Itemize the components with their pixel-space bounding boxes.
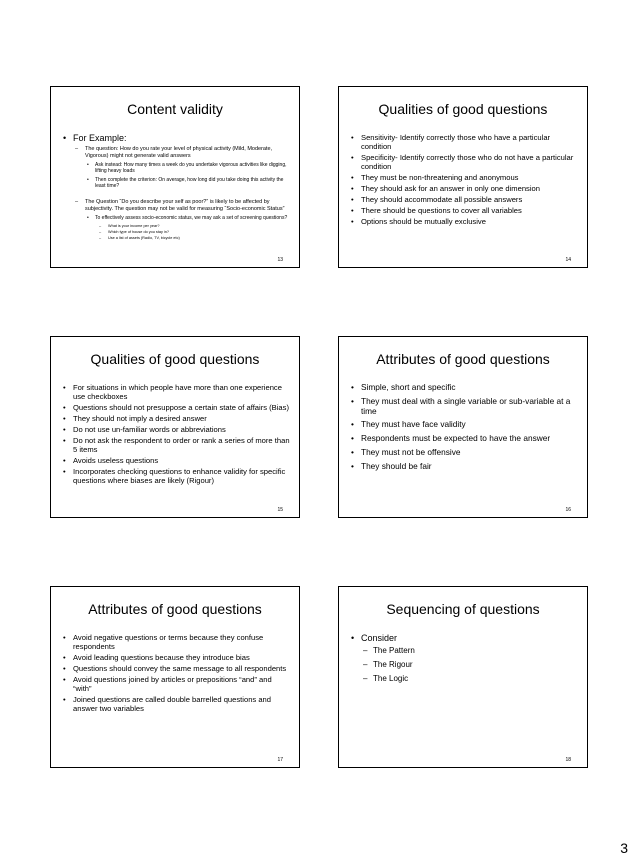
- slide-title: Qualities of good questions: [378, 101, 548, 117]
- sub-sub-bullet: • Ask instead: How many times a week do you undertake vigorous activities like digging, lifting heavy loads: [87, 162, 291, 174]
- slide-number: 14: [565, 257, 571, 263]
- sub-bullet: – The question: How do you rate your level of physical activity (Mild, Moderate, Vigorous) might not generate valid answers: [75, 146, 291, 159]
- bullet: • They must not be offensive: [351, 448, 579, 458]
- slide-16: [338, 336, 588, 518]
- slide-17: [50, 586, 300, 768]
- slide-content: [63, 633, 291, 715]
- slide-title: Attributes of good questions: [88, 601, 262, 617]
- slide-title: Qualities of good questions: [90, 351, 260, 367]
- bullet: • They must be non-threatening and anonymous: [351, 173, 579, 182]
- slide-title: Attributes of good questions: [376, 351, 550, 367]
- slide-title: Sequencing of questions: [386, 601, 540, 617]
- sub-sub-bullet: • Then complete the criterion: On average, how long did you take doing this activity the least time?: [87, 177, 291, 189]
- bullet: • Avoids useless questions: [63, 456, 291, 465]
- bullet: • Specificity- Identify correctly those who do not have a particular condition: [351, 153, 579, 171]
- level4-bullet: – Which type of house do you stay in?: [99, 230, 291, 235]
- bullet: • Options should be mutually exclusive: [351, 217, 579, 226]
- bullet: • Joined questions are called double barrelled questions and answer two variables: [63, 695, 291, 713]
- bullet: • They must deal with a single variable or sub-variable at a time: [351, 397, 579, 417]
- bullet: • For situations in which people have more than one experience use checkboxes: [63, 383, 291, 401]
- slide-content: [351, 633, 579, 688]
- slide-13: [50, 86, 300, 268]
- bullet: • They should accommodate all possible answers: [351, 195, 579, 204]
- bullet: • Do not use un-familiar words or abbreviations: [63, 425, 291, 434]
- slide-15: [50, 336, 300, 518]
- sub-bullet: – The Rigour: [363, 660, 579, 670]
- slide-content: [63, 133, 291, 247]
- sub-bullet: – The Question “Do you describe your self as poor?” is likely to be affected by subjectivity. The question may not be valid for measuring “Socio-economic Status”: [75, 199, 291, 212]
- bullet: • Avoid questions joined by articles or prepositions “and” and “with”: [63, 675, 291, 693]
- slide-18: [338, 586, 588, 768]
- slide-title: Content validity: [127, 101, 223, 117]
- bullet: • They must have face validity: [351, 420, 579, 430]
- sub-bullet: – The Pattern: [363, 646, 579, 656]
- slide-14: [338, 86, 588, 268]
- slide-number: 17: [277, 757, 283, 763]
- bullet: • Questions should convey the same message to all respondents: [63, 664, 291, 673]
- slide-number: 15: [277, 507, 283, 513]
- bullet: • Consider: [351, 633, 579, 644]
- bullet: • Respondents must be expected to have the answer: [351, 434, 579, 444]
- sub-sub-bullet: • To effectively assess socio-economic status, we may ask a set of screening questions?: [87, 215, 291, 221]
- bullet: • Do not ask the respondent to order or rank a series of more than 5 items: [63, 436, 291, 454]
- page-number: 3: [620, 840, 628, 856]
- bullet: • For Example:: [63, 133, 291, 143]
- bullet: • Sensitivity- Identify correctly those who have a particular condition: [351, 133, 579, 151]
- slide-content: [351, 383, 579, 476]
- slide-number: 13: [277, 257, 283, 263]
- level4-bullet: – What is your income per year?: [99, 224, 291, 229]
- bullet: • There should be questions to cover all variables: [351, 206, 579, 215]
- slide-content: [351, 133, 579, 228]
- bullet: • They should not imply a desired answer: [63, 414, 291, 423]
- slide-number: 16: [565, 507, 571, 513]
- bullet: • Incorporates checking questions to enhance validity for specific questions where biases are likely (Rigour): [63, 467, 291, 485]
- bullet: • They should ask for an answer in only one dimension: [351, 184, 579, 193]
- slide-content: [63, 383, 291, 487]
- level4-bullet: – Use a list of assets (Radio, TV, bicycle etc): [99, 236, 291, 241]
- bullet: • Questions should not presuppose a certain state of affairs (Bias): [63, 403, 291, 412]
- bullet: • Avoid negative questions or terms because they confuse respondents: [63, 633, 291, 651]
- bullet: • Avoid leading questions because they introduce bias: [63, 653, 291, 662]
- bullet: • Simple, short and specific: [351, 383, 579, 393]
- slide-number: 18: [565, 757, 571, 763]
- bullet: • They should be fair: [351, 462, 579, 472]
- sub-bullet: – The Logic: [363, 674, 579, 684]
